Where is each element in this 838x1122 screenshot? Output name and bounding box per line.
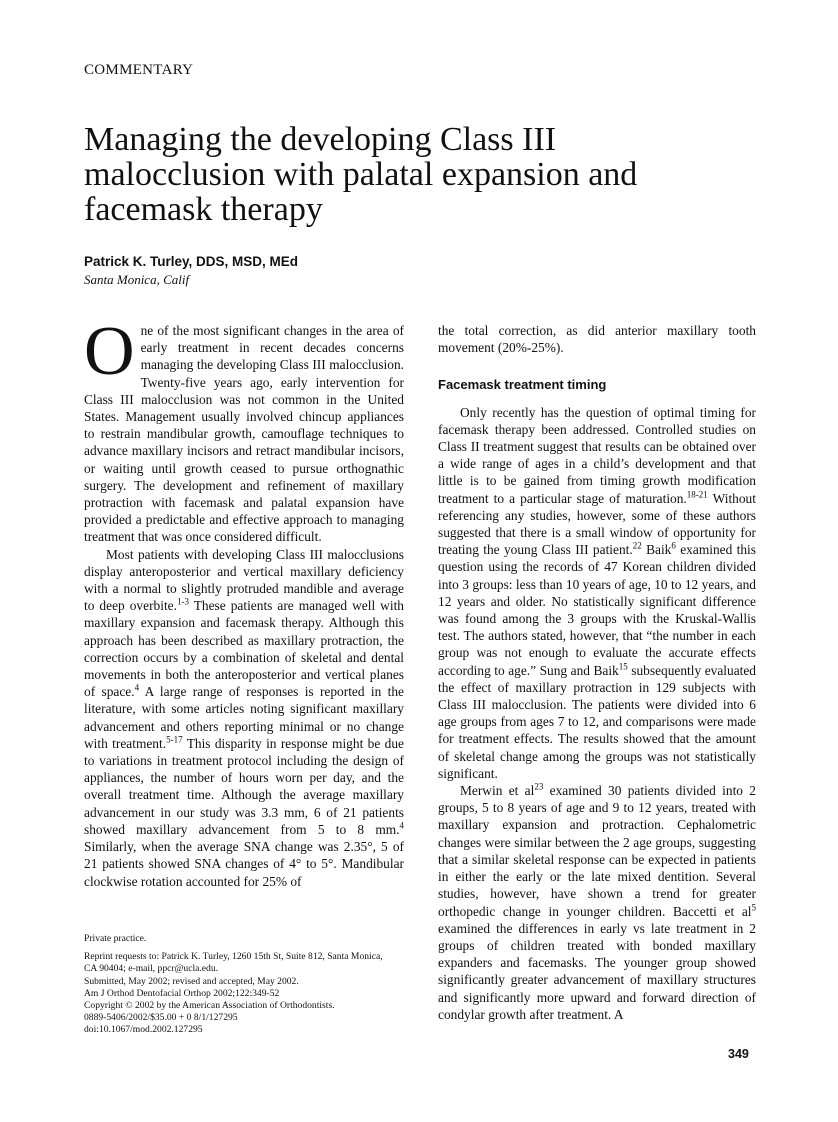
drop-cap: O (84, 313, 135, 390)
reference-superscript: 4 (134, 682, 140, 693)
article-title: Managing the developing Class III malocclusion with palatal expansion and facemask therapy (84, 121, 638, 228)
footnote-line: Copyright © 2002 by the American Association of Orthodontists. (84, 1000, 335, 1012)
page-number: 349 (728, 1047, 749, 1061)
reference-superscript: 4 (399, 820, 404, 831)
reference-superscript: 18-21 (686, 489, 708, 500)
footnote-line: doi:10.1067/mod.2002.127295 (84, 1024, 203, 1036)
text-run: Baik (641, 542, 672, 558)
section-label: COMMENTARY (84, 62, 194, 78)
text-run: subsequently evaluated the effect of maxillary protraction in 129 subjects with Class III malocclusion. The patients were divided into 6 age groups from ages 7 to 12, and comparisons were made for treatment effects. The results showed that the amount of skeletal change among the groups was not statistically significant. (438, 662, 756, 781)
text-run: Only recently has the question of optimal timing for facemask therapy been addressed. Controlled studies on Class II treatment suggest that results can be obtained over a wide range of ages in a child’s development and that little is to be gained from timing growth modification treatment to a particular stage of maturation. (438, 404, 756, 506)
text-run: These patients are managed well with maxillary expansion and facemask therapy. Although this approach has been described as maxillary protraction, the correction occurs by a combination of skeletal and dental movements in both the anteroposterior and vertical planes of space. (84, 598, 404, 700)
paragraph-merwin (438, 782, 756, 1023)
text-run: A large range of responses is reported in the literature, with some articles noting significant maxillary advancement and others reporting minimal or no change with treatment. (84, 684, 404, 751)
reference-superscript: 23 (534, 781, 544, 792)
reference-superscript: 5-17 (166, 734, 183, 745)
text-run: examined 30 patients divided into 2 groups, 5 to 8 years of age and 9 to 12 years, treated with maxillary expansion and protraction. Cephalometric changes were similar between the 2 age groups, suggesting that a similar skeletal response can be expected in patients in either the early or the late mixed dentition. Several studies, however, have shown a trend for greater orthopedic change in younger children. Baccetti et al (438, 783, 756, 919)
text-run: examined the differences in early vs late treatment in 2 groups of children treated with bonded maxillary expanders and facemasks. The younger group showed significantly greater advancement of maxillary structures and significantly more upward and forward direction of condylar growth after treatment. A (438, 920, 756, 1022)
paragraph-intro (84, 313, 404, 546)
footnote-line: Private practice. (84, 933, 147, 944)
footnote-line: Reprint requests to: Patrick K. Turley, 1260 15th St, Suite 812, Santa Monica, (84, 951, 383, 963)
body-column-left (84, 313, 404, 890)
text-run: This disparity in response might be due to variations in treatment protocol including the design of appliances, the number of hours worn per day, and the overall treatment time. Although the average maxillary advancement in our study was 3.3 mm, 6 of 21 patients showed maxillary advancement from 5 to 8 mm. (84, 735, 404, 837)
footnote-line: 0889-5406/2002/$35.00 + 0 8/1/127295 (84, 1012, 238, 1024)
text-run: Merwin et al (460, 783, 535, 799)
paragraph-text: ne of the most significant changes in the area of early treatment in recent decades concerns managing the developing Class III malocclusion. Twenty-five years ago, early intervention for Class III malocclusion was not common in the United States. Management usually involved chincup appliances to restrain mandibular growth, camouflage techniques to advance maxillary incisors and retract mandibular incisors, or waiting until growth ceased to pursue orthognathic surgery. The development and refinement of maxillary protraction with facemask and palatal expansion have provided a predictable and effective approach to managing treatment that was once considered difficult. (84, 323, 404, 545)
reference-superscript: 6 (671, 540, 676, 551)
footnotes (84, 933, 414, 1037)
section-heading: Facemask treatment timing (438, 377, 607, 393)
reference-superscript: 15 (618, 661, 628, 672)
paragraph-timing (438, 404, 756, 782)
paragraph-continued: the total correction, as did anterior maxillary tooth movement (20%-25%). (438, 323, 756, 356)
body-column-right (438, 322, 756, 1023)
text-run: Without referencing any studies, however, some of these authors suggested that there is a small window of opportunity for treating the young Class III patient. (438, 490, 756, 558)
reference-superscript: 22 (632, 540, 642, 551)
footnote-line: Submitted, May 2002; revised and accepted, May 2002. (84, 975, 299, 987)
paragraph-patients (84, 546, 404, 890)
reference-superscript: 1-3 (176, 596, 189, 607)
text-run: Similarly, when the average SNA change was 2.35°, 5 of 21 patients showed SNA changes of 4° to 5°. Mandibular clockwise rotation accounted for 25% of (84, 839, 404, 889)
reference-superscript: 5 (751, 902, 756, 913)
author-name: Patrick K. Turley, DDS, MSD, MEd (84, 254, 299, 269)
author-affiliation: Santa Monica, Calif (84, 272, 190, 287)
text-run: Most patients with developing Class III malocclusions display anteroposterior and vertical maxillary deficiency with a normal to slightly protruded mandible and average to deep overbite. (84, 546, 404, 614)
footnote-line: CA 90404; e-mail, ppcr@ucla.edu. (84, 963, 219, 975)
text-run: examined this question using the records of 47 Korean children divided into 3 groups: less than 10 years of age, 10 to 12 years, and 12 years and older. No statistically significant difference was found among the 3 groups with the Kruskal-Wallis test. The authors stated, however, that “the number in each group was not enough to evaluate the accurate effects according to age.” Sung and Baik (438, 542, 756, 678)
footnote-line: Am J Orthod Dentofacial Orthop 2002;122:349-52 (84, 987, 280, 999)
